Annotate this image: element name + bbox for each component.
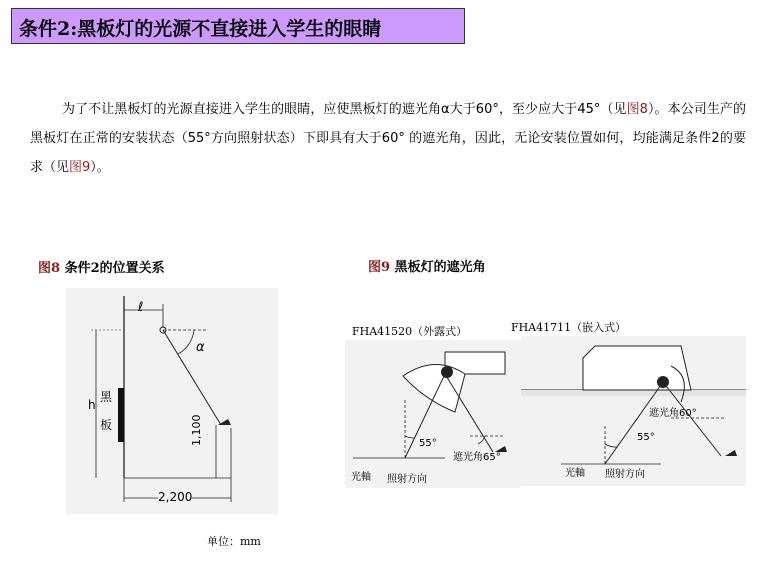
eye-right-icon	[725, 450, 737, 456]
figure8-number: 图8	[38, 261, 61, 276]
right-direction-label: 照射方向	[605, 469, 645, 480]
figure9-right-diagram	[521, 336, 746, 486]
distance-label: 2,200	[158, 490, 193, 504]
l-label: ℓ	[138, 300, 144, 315]
left-angle-label: 55°	[419, 438, 437, 449]
blackboard-label-2: 板	[100, 418, 113, 432]
right-angle-label: 55°	[637, 432, 655, 443]
figure9-left-diagram	[345, 340, 521, 488]
para-text-3: ）。	[90, 160, 110, 175]
figure8-title: 条件2的位置关系	[64, 261, 165, 276]
left-direction-label: 照射方向	[387, 474, 427, 485]
blackboard-rect	[118, 388, 124, 442]
sight-line	[163, 330, 221, 425]
figure9-caption	[368, 256, 486, 275]
height-label: 1,100	[190, 414, 203, 446]
model-left-label: FHA41520（外露式）	[352, 325, 468, 338]
figure8-caption	[38, 257, 165, 276]
page-title: 条件2:黑板灯的光源不直接进入学生的眼睛	[19, 18, 382, 40]
alpha-label: α	[196, 340, 205, 355]
figure9-right-svg	[521, 336, 746, 486]
right-shield-label: 遮光角60°	[649, 408, 697, 419]
figure8-link[interactable]: 图8	[626, 102, 648, 117]
figure8-diagram	[66, 288, 278, 514]
model-right-label: FHA41711（嵌入式）	[511, 321, 627, 334]
title-box	[11, 8, 465, 44]
h-label: h	[88, 398, 96, 412]
right-axis-label: 光軸	[565, 468, 585, 479]
figure9-number: 图9	[368, 260, 391, 275]
fixture-left-icon	[403, 364, 465, 412]
figure9-title: 黑板灯的遮光角	[394, 260, 486, 275]
unit-label: 单位：mm	[207, 535, 261, 548]
left-shield-label: 遮光角65°	[453, 452, 501, 463]
figure9-link[interactable]: 图9	[69, 160, 91, 175]
para-text-1: 为了不让黑板灯的光源直接进入学生的眼睛，应使黑板灯的遮光角α大于60°，至少应大于45°（见	[62, 102, 627, 117]
figure9-left-svg	[345, 340, 521, 488]
eye-icon	[218, 419, 231, 425]
figure8-svg	[66, 288, 278, 514]
para-text-2: ）。本公司生产的黑板灯在正常的安装状态（55°方向照射状态）下即具有大于60° 的遮光角，因此，无论安装位置如何，均能满足条件2的要求（见	[30, 102, 746, 175]
blackboard-label-1: 黑	[100, 390, 113, 404]
description-paragraph	[30, 95, 746, 182]
left-axis-label: 光軸	[351, 472, 371, 483]
